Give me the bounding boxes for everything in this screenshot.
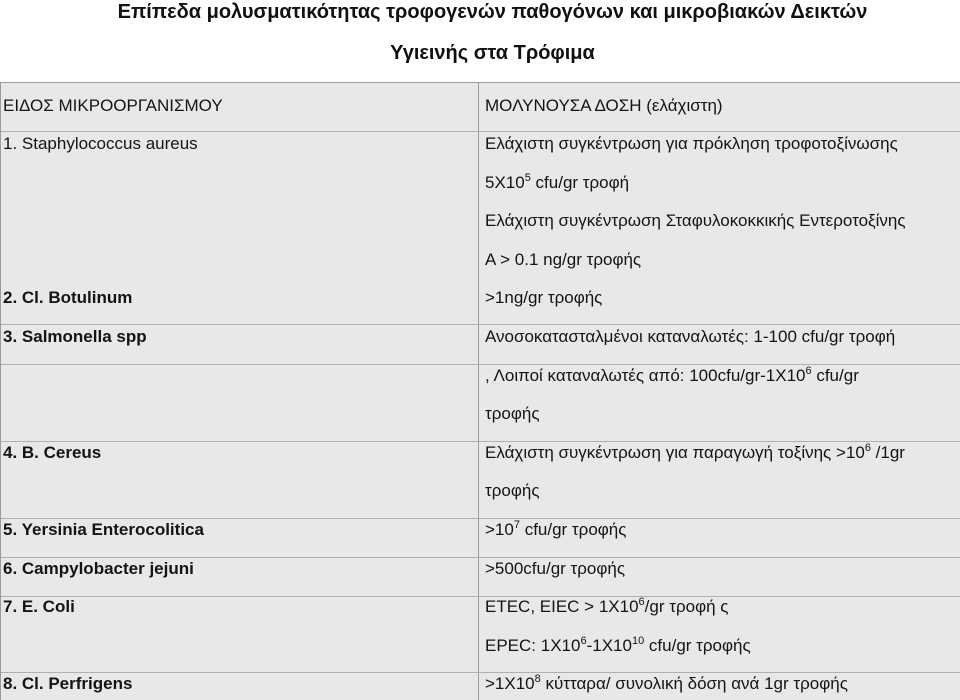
- dose-text: Ανοσοκατασταλμένοι καταναλωτές: 1-100 cfu/gr τροφή: [485, 327, 896, 346]
- organism-name: 8. Cl. Perfrigens: [3, 674, 133, 693]
- dose-text: Ελάχιστη συγκέντρωση για πρόκληση τροφοτοξίνωσης: [485, 134, 898, 153]
- organism-name: 4. B. Cereus: [3, 443, 102, 462]
- dose-text: Ελάχιστη συγκέντρωση για παραγωγή $\tau o\xi ί\nu\eta\varsigma >10^6$ /1gr: [485, 442, 905, 462]
- column-divider: [478, 83, 479, 700]
- header-microorganism: ΕΙΔΟΣ ΜΙΚΡΟΟΡΓΑΝΙΣΜΟΥ: [3, 96, 223, 115]
- header-infective-dose: ΜΟΛΥΝΟΥΣΑ ΔΟΣΗ (ελάχιστη): [485, 96, 723, 115]
- page-subtitle: Υγιεινής στα Τρόφιμα: [390, 42, 595, 64]
- dose-text: , Λοιποί καταναλωτές από: $100cfu/gr-1X10^6$ cfu/gr: [485, 365, 859, 385]
- dose-text: >1ng/gr τροφής: [485, 288, 603, 307]
- row-divider: [1, 131, 960, 132]
- organism-name: 6. Campylobacter jejuni: [3, 559, 194, 578]
- organism-name: 5. Yersinia Enterocolitica: [3, 520, 204, 539]
- dose-text: ETEC, EIEC > $1X10^6/gr$ τροφή ς: [485, 596, 729, 616]
- organism-name: 7. E. Coli: [3, 597, 75, 616]
- dose-text: >500cfu/gr τροφής: [485, 559, 626, 578]
- dose-text: Ελάχιστη συγκέντρωση Σταφυλοκοκκικής Εντεροτοξίνης: [485, 211, 906, 230]
- organism-name: 2. Cl. Botulinum: [3, 288, 133, 307]
- pathogen-table: [0, 82, 960, 700]
- organism-name: 1. Staphylococcus aureus: [3, 134, 198, 153]
- dose-text: τροφής: [485, 404, 540, 423]
- dose-text: Α > 0.1 ng/gr τροφής: [485, 250, 642, 269]
- row-divider: [1, 324, 960, 325]
- dose-text: $>10^7$ cfu/gr τροφής: [485, 519, 627, 539]
- dose-text: τροφής: [485, 481, 540, 500]
- page-title: Επίπεδα μολυσματικότητας τροφογενών παθογόνων και μικροβιακών Δεικτών: [117, 1, 868, 23]
- row-divider: [1, 596, 960, 597]
- dose-text: EPEC: $1X10^6-1X10^{10}$ cfu/gr τροφής: [485, 635, 751, 655]
- organism-name: 3. Salmonella spp: [3, 327, 147, 346]
- dose-text: $5X10^5$ cfu/gr τροφή: [485, 172, 630, 192]
- dose-text: $>1X10^8$ κύτταρα/ συνολική δόση ανά 1gr τροφής: [485, 673, 848, 693]
